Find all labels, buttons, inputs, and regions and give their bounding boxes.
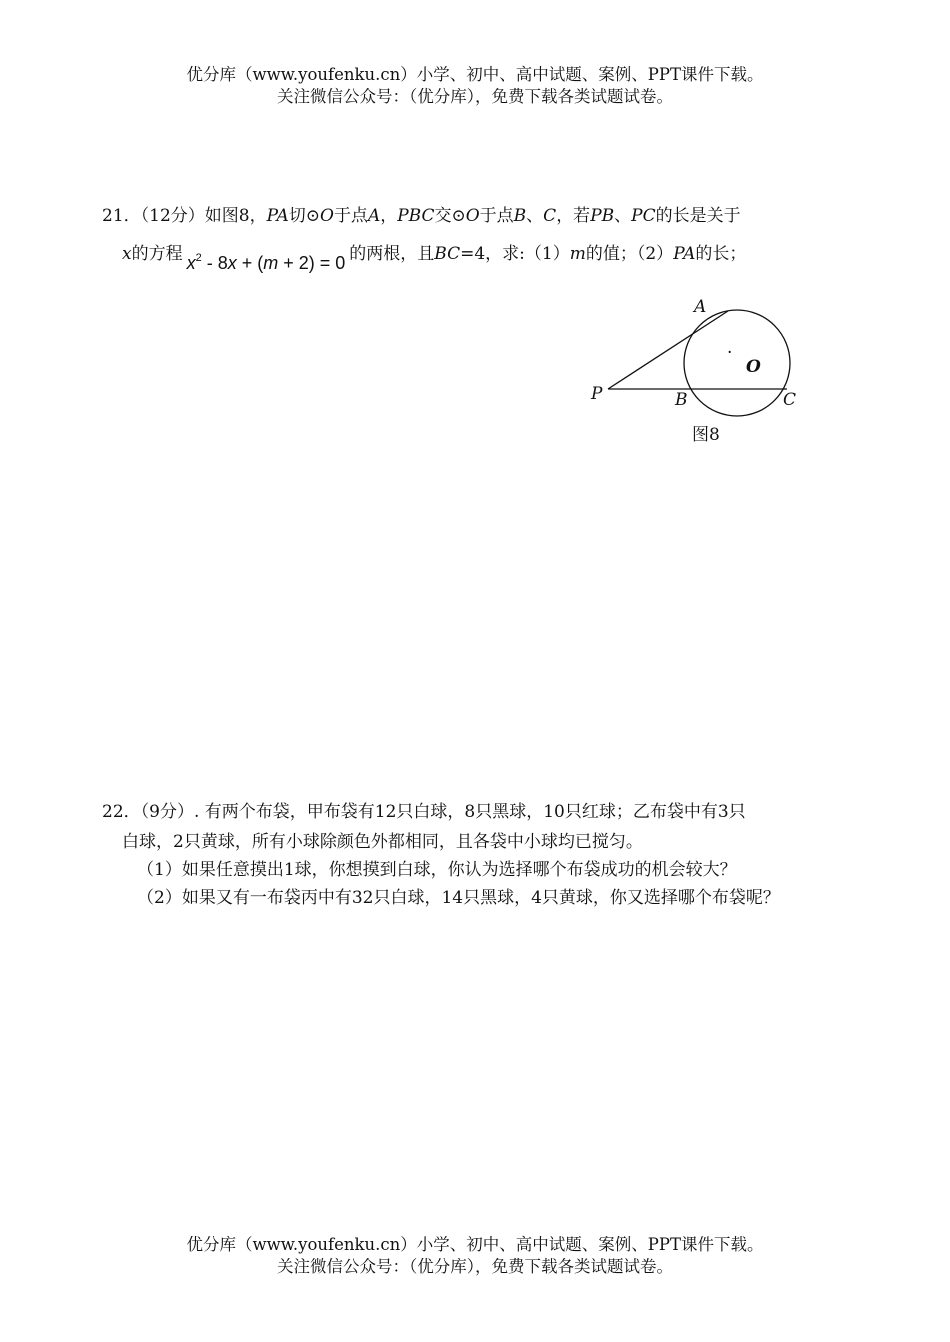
header-line-2: 关注微信公众号：（优分库），免费下载各类试题试卷。 [277,87,673,106]
q21-var: BC [434,244,461,264]
q21-text: 、 [614,206,632,226]
tangent-pa [608,311,728,389]
eq-m: m [263,253,279,273]
circle-o [684,310,790,416]
q21-text: ，若 [556,206,591,226]
q21-var: O [320,206,334,226]
q21-text: 、 [526,206,544,226]
label-c: C [783,390,797,410]
q21-var: A [367,206,381,226]
eq-part: + 2) = 0 [278,253,346,273]
q21-text: 于点 [333,206,368,226]
eq-part: - 8 [201,253,228,273]
eq-sup: 2 [195,252,202,264]
q21-var: PA [266,206,289,226]
page-footer [0,1234,950,1278]
q21-text: =4，求:（1） [460,244,570,264]
q21-text: 交⊙ [434,206,466,226]
q21-var: PC [631,206,656,226]
q21-var: O [465,206,480,226]
eq-x: x [227,253,237,273]
q22-line-2: 白球，2只黄球，所有小球除颜色外都相同，且各袋中小球均已搅匀。 [122,832,643,852]
q21-line-2 [122,236,747,273]
q21-text: 切⊙ [288,206,320,226]
eq-x: x [186,253,196,273]
figure-caption: 图8 [692,425,720,445]
q21-var: C [543,206,557,226]
label-b: B [675,390,688,410]
label-p: P [591,384,603,404]
q21-number: 21． [102,206,141,226]
q21-text: （12分）如图8， [140,206,267,226]
q22-line-3: （1）如果任意摸出1球，你想摸到白球，你认为选择哪个布袋成功的机会较大？ [137,860,737,880]
q21-equation [187,253,346,273]
center-dot: · [727,343,733,363]
label-a: A [694,297,707,317]
q21-text: 的两根，且 [349,244,435,264]
page-header [0,64,950,108]
q21-text: 的方程 [131,244,183,264]
q21-text: ， [380,206,398,226]
figure-8 [560,290,820,450]
q21-text: 的长； [695,244,747,264]
header-line-1: 优分库（www.youfenku.cn）小学、初中、高中试题、案例、PPT课件下载。 [186,65,764,84]
label-o: O [746,357,761,377]
footer-line-1: 优分库（www.youfenku.cn）小学、初中、高中试题、案例、PPT课件下载。 [186,1235,764,1254]
q22-line-1: 22．（9分）. 有两个布袋，甲布袋有12只白球，8只黑球，10只红球；乙布袋中有3只 [102,802,746,822]
q21-var: PB [590,206,615,226]
eq-part: + ( [236,253,264,273]
q21-text: 的长是关于 [655,206,741,226]
q21-var: PA [673,244,696,264]
q22-line-4: （2）如果又有一布袋丙中有32只白球，14只黑球，4只黄球，你又选择哪个布袋呢？ [137,888,780,908]
q21-line-1 [102,204,741,228]
q21-var: m [569,244,586,264]
q21-var: B [513,206,527,226]
q21-text: 的值；（2） [585,244,674,264]
q21-text: 于点 [479,206,514,226]
q21-var: PBC [397,206,435,226]
q21-var: x [122,244,132,264]
footer-line-2: 关注微信公众号：（优分库），免费下载各类试题试卷。 [277,1257,673,1276]
